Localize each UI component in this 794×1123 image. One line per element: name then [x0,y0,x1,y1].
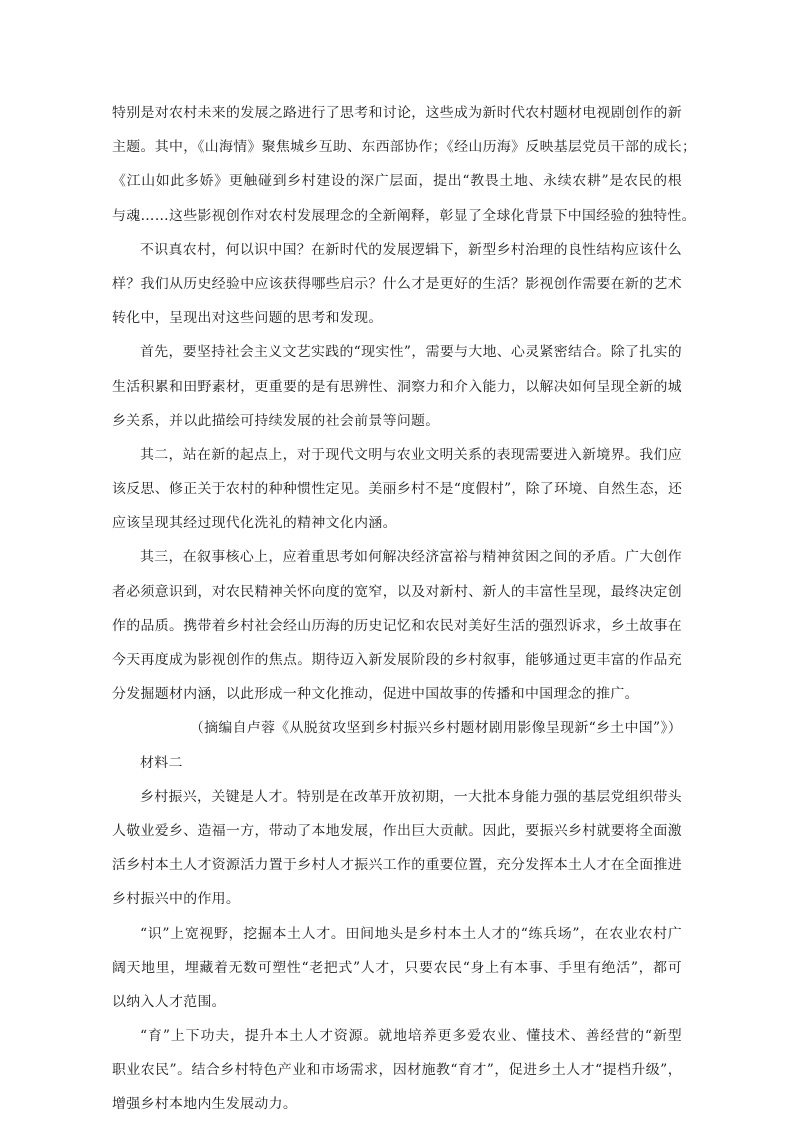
paragraph [112,540,682,711]
text-line: 以纳入人才范围。 [112,993,226,1010]
text-line: 该反思、修正关于农村的种种惯性定见。美丽乡村不是“度假村”，除了环境、自然生态，还 [112,481,683,498]
text-line: 阔天地里，埋藏着无数可塑性“老把式”人才，只要农民“身上有本事、手里有绝活”，都可 [112,959,682,976]
text-line: 生活积累和田野素材，更重要的是有思辨性、洞察力和介入能力，以解决如何呈现全新的城 [112,378,682,395]
text-line: 人敬业爱乡、造福一方，带动了本地发展，作出巨大贡献。因此，要振兴乡村就要将全面激 [112,822,682,839]
paragraph [112,96,697,233]
section-heading: 材料二 [140,754,183,771]
text-line: 今天再度成为影视创作的焦点。期待迈入新发展阶段的乡村叙事，能够通过更丰富的作品充 [112,652,682,668]
text-line: 应该呈现其经过现代化洗礼的精神文化内涵。 [112,515,397,532]
text-line: 乡村振兴，关键是人才。特别是在改革开放初期，一大批本身能力强的基层党组织带头 [140,788,682,805]
paragraph [112,917,682,1020]
text-line: 其三，在叙事核心上，应着重思考如何解决经济富裕与精神贫困之间的矛盾。广大创作 [140,549,682,566]
text-line: “识”上宽视野，挖掘本土人才。田间地头是乡村本土人才的“练兵场”，在农业农村广 [140,925,682,942]
text-line: “育”上下功夫，提升本土人才资源。就地培养更多爱农业、懂技术、善经营的“新型 [140,1028,682,1045]
paragraph [112,780,682,917]
text-line: 活乡村本土人才资源活力置于乡村人才振兴工作的重要位置，充分发挥本土人才在全面推进 [112,857,682,874]
text-line: 分发掘题材内涵，以此形成一种文化推动，促进中国故事的传播和中国理念的推广。 [112,686,639,703]
paragraph [112,233,682,336]
text-line: 首先，要坚持社会主义文艺实践的“现实性”，需要与大地、心灵紧密结合。除了扎实的 [140,344,682,361]
text-line: 乡关系，并以此描绘可持续发展的社会前景等问题。 [112,412,440,429]
text-line: 职业农民”。结合乡村特色产业和市场需求，因材施教“育才”，促进乡土人才“提档升级”， [112,1062,682,1079]
paragraph [112,438,682,541]
text-line: 与魂……这些影视创作对农村发展理念的全新阐释，彰显了全球化背景下中国经验的独特性。 [112,207,696,224]
text-line: 作的品质。携带着乡村社会经山历海的历史记忆和农民对美好生活的强烈诉求，乡土故事在 [112,617,682,634]
paragraph [112,1019,682,1122]
text-line: 不识真农村，何以识中国？在新时代的发展逻辑下，新型乡村治理的良性结构应该什么 [140,241,682,258]
paragraph [112,335,682,438]
text-line: 主题。其中，《山海情》聚焦城乡互助、东西部协作；《经山历海》反映基层党员干部的成长； [112,139,697,156]
text-line: 《江山如此多娇》更触碰到乡村建设的深广层面，提出“教畏土地、永续农耕”是农民的根 [112,173,682,190]
text-line: 特别是对农村未来的发展之路进行了思考和讨论，这些成为新时代农村题材电视剧创作的新 [112,105,682,121]
text-line: 样？我们从历史经验中应该获得哪些启示？什么才是更好的生活？影视创作需要在新的艺术 [112,275,682,292]
document-body [112,96,697,1122]
text-line: 增强乡村本地内生发展动力。 [112,1096,298,1113]
text-line: 乡村振兴中的作用。 [112,891,241,908]
text-line: 转化中，呈现出对这些问题的思考和发现。 [112,310,383,327]
text-line: 者必须意识到，对农民精神关怀向度的宽窄，以及对新村、新人的丰富性呈现，最终决定创 [112,583,682,600]
text-line: 其二，站在新的起点上，对于现代文明与农业文明关系的表现需要进入新境界。我们应 [140,446,682,463]
source-citation: （摘编自卢蓉《从脱贫攻坚到乡村振兴乡村题材剧用影像呈现新“乡土中国”》） [189,720,682,737]
